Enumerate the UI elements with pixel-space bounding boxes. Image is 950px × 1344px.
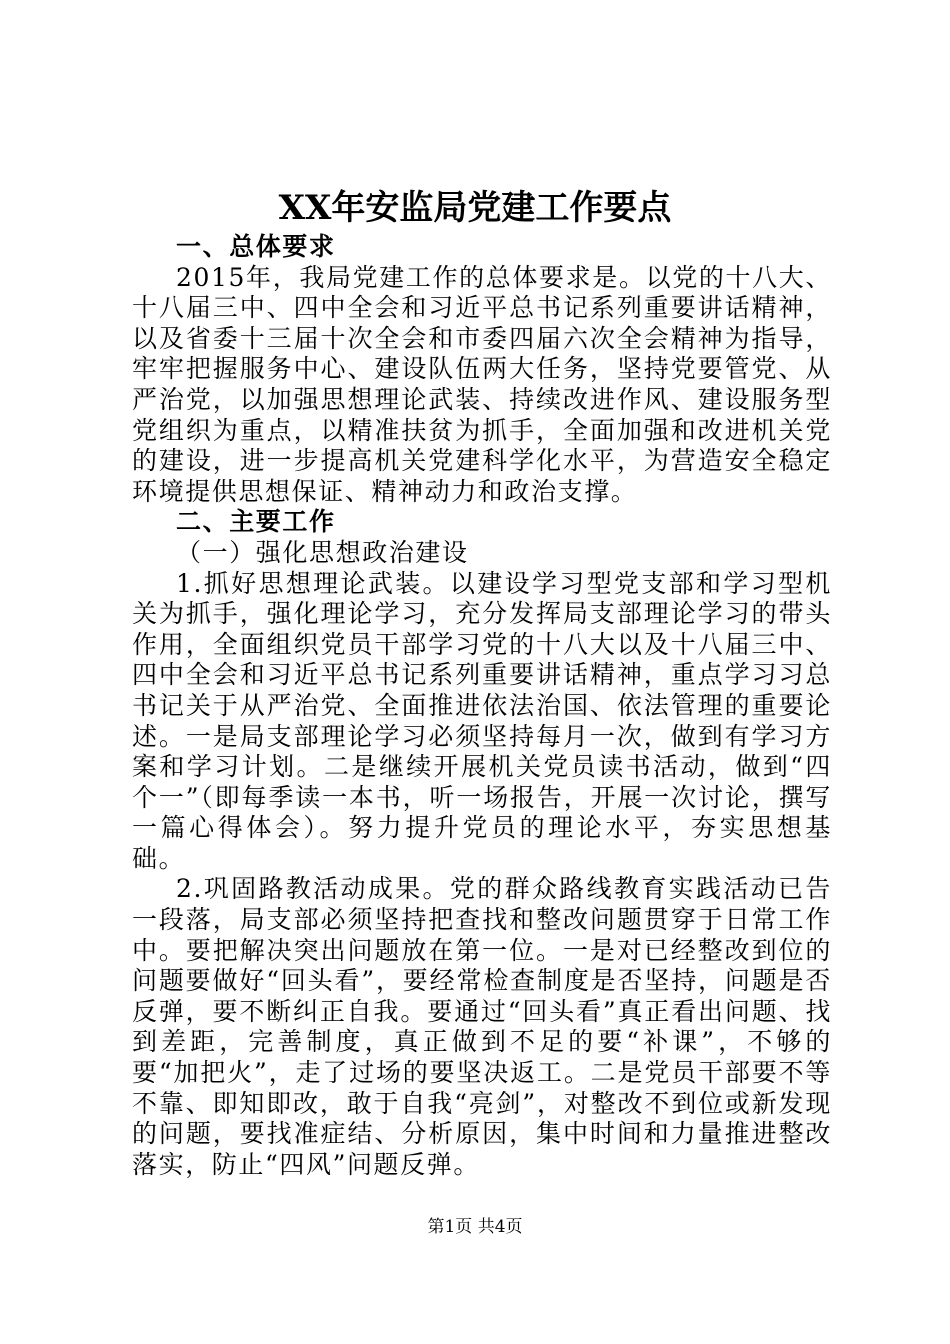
paragraph-general-requirements: 2015年，我局党建工作的总体要求是。以党的十八大、十八届三中、四中全会和习近平总书记系列重要讲话精神，以及省委十三届十次全会和市委四届六次全会精神为指导，牢牢把握服务中心、建设队伍两大任务，坚持党要管党、从严治党，以加强思想理论武装、持续改进作风、建设服务型党组织为重点，以精准扶贫为抓手，全面加强和改进机关党的建设，进一步提高机关党建科学化水平，为营造安全稳定环境提供思想保证、精神动力和政治支撑。 <box>132 262 832 506</box>
paragraph-item-2: 2.巩固路教活动成果。党的群众路线教育实践活动已告一段落，局支部必须坚持把查找和整改问题贯穿于日常工作中。要把解决突出问题放在第一位。一是对已经整改到位的问题要做好“回头看”，要经常检查制度是否坚持，问题是否反弹，要不断纠正自我。要通过“回头看”真正看出问题、找到差距，完善制度，真正做到不足的要“补课”，不够的要“加把火”，走了过场的要坚决返工。二是党员干部要不等不靠、即知即改，敢于自我“亮剑”，对整改不到位或新发现的问题，要找准症结、分析原因，集中时间和力量推进整改落实，防止“四风”问题反弹。 <box>132 874 832 1179</box>
paragraph-item-1: 1.抓好思想理论武装。以建设学习型党支部和学习型机关为抓手，强化理论学习，充分发挥局支部理论学习的带头作用，全面组织党员干部学习党的十八大以及十八届三中、四中全会和习近平总书记系列重要讲话精神，重点学习习总书记关于从严治党、全面推进依法治国、依法管理的重要论述。一是局支部理论学习必须坚持每月一次，做到有学习方案和学习计划。二是继续开展机关党员读书活动，做到“四个一”（即每季读一本书，听一场报告，开展一次讨论，撰写一篇心得体会）。努力提升党员的理论水平，夯实思想基础。 <box>132 568 832 873</box>
subsection-heading-ideological-building: （一）强化思想政治建设 <box>176 537 469 567</box>
document-body <box>132 232 832 1180</box>
section-heading-main-work: 二、主要工作 <box>176 507 336 537</box>
document-title: XX年安监局党建工作要点 <box>278 188 672 228</box>
page-footer: 第1页 共4页 <box>427 1217 523 1237</box>
section-heading-general-requirements: 一、总体要求 <box>176 232 336 261</box>
